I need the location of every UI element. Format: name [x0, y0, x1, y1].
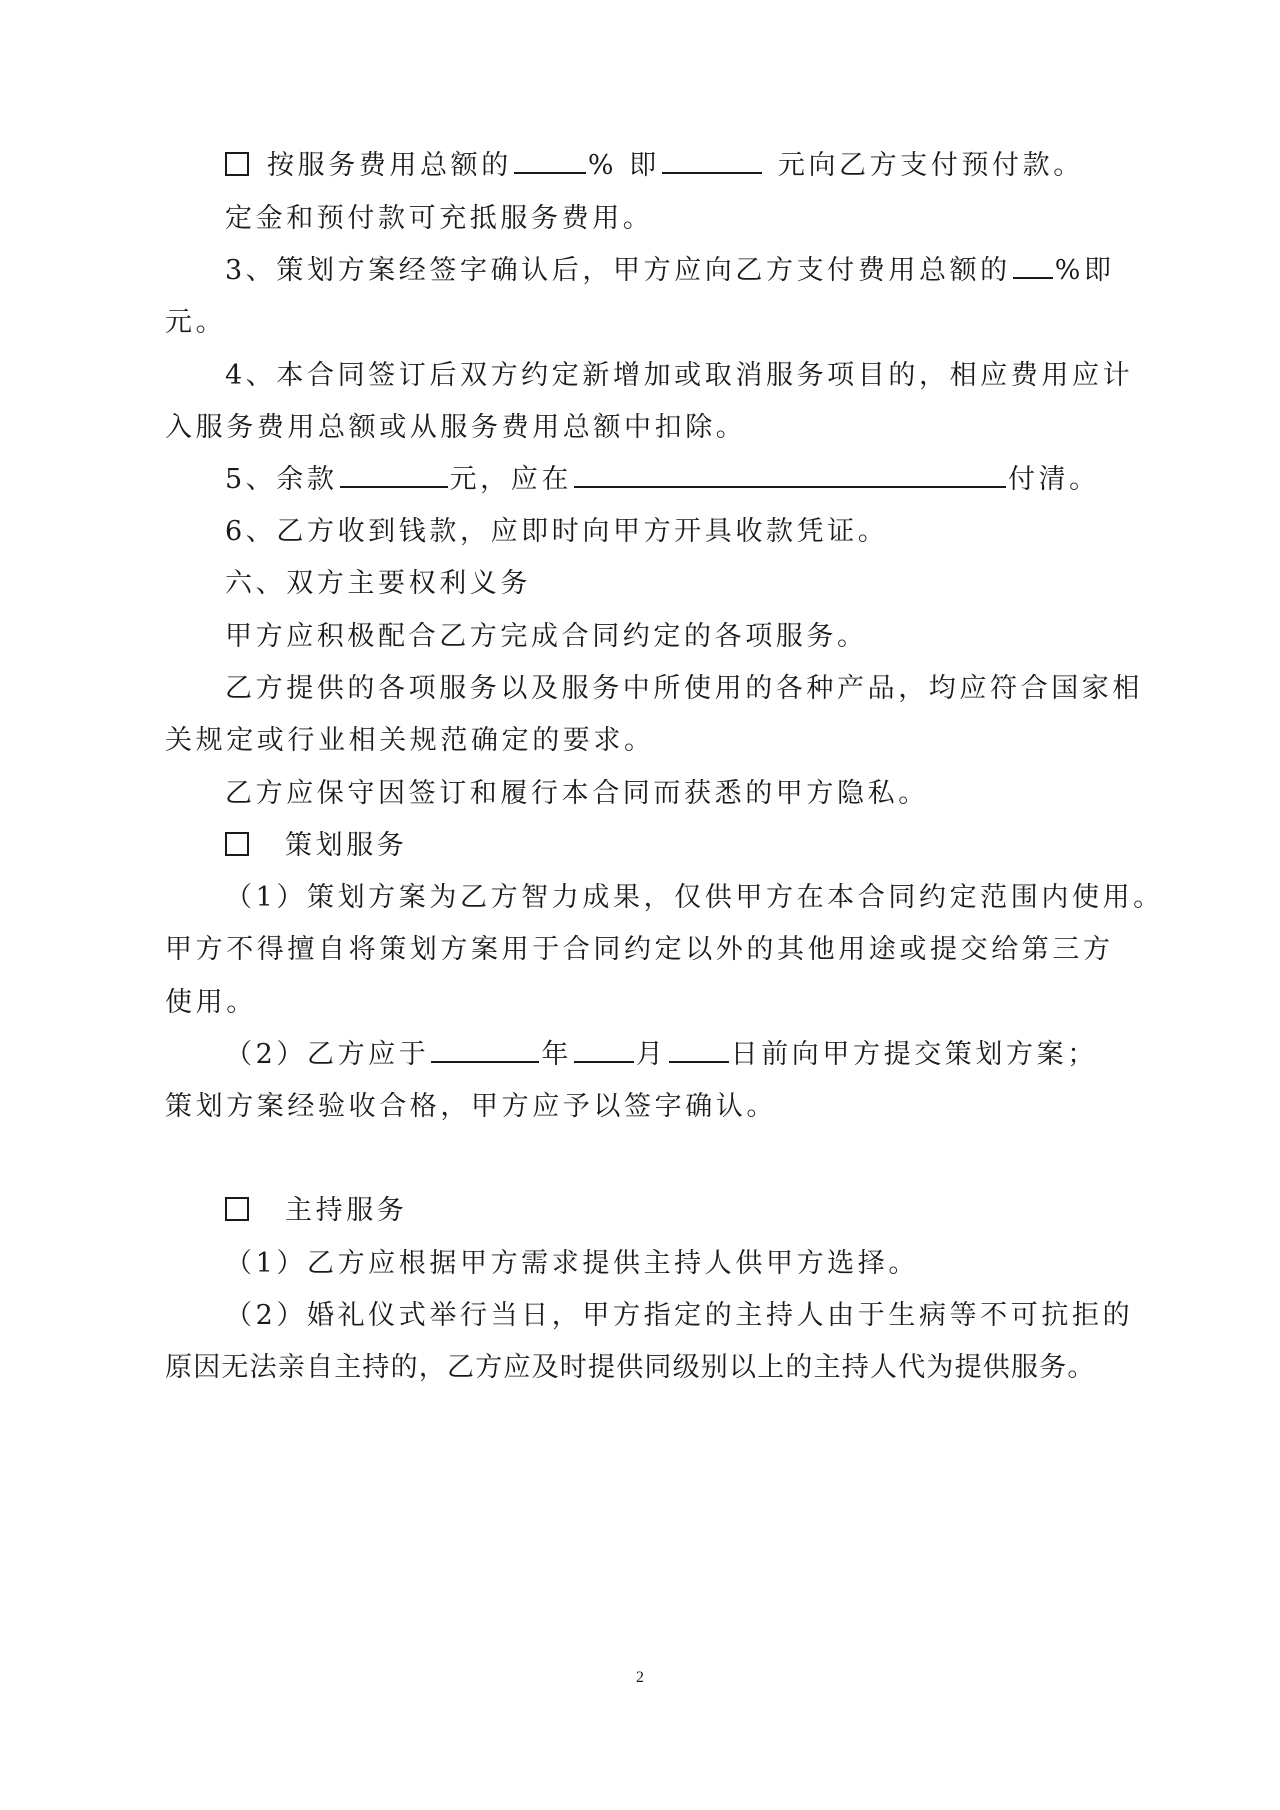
paragraph-line: （1）策划方案为乙方智力成果，仅供甲方在本合同约定范围内使用。 — [225, 882, 1164, 913]
checkbox-icon[interactable] — [225, 1197, 249, 1221]
payment-date-blank — [574, 460, 1006, 488]
checkbox-icon[interactable] — [225, 832, 249, 856]
paragraph-line: （2）婚礼仪式举行当日，甲方指定的主持人由于生病等不可抗拒的 — [225, 1300, 1134, 1331]
paragraph-line: （1）乙方应根据甲方需求提供主持人供甲方选择。 — [225, 1248, 919, 1279]
paragraph-line: 关规定或行业相关规范确定的要求。 — [165, 725, 655, 756]
month-blank — [574, 1035, 634, 1063]
host-service-option: 主持服务 — [225, 1191, 1125, 1231]
balance-amount-blank — [340, 460, 448, 488]
percent-blank — [1013, 251, 1053, 279]
year-blank — [431, 1035, 539, 1063]
paragraph-line: 甲方应积极配合乙方完成合同约定的各项服务。 — [225, 621, 868, 652]
paragraph-line: 乙方提供的各项服务以及服务中所使用的各种产品，均应符合国家相 — [225, 673, 1143, 704]
paragraph-line: 元。 — [165, 307, 227, 338]
paragraph-line: 策划方案经验收合格，甲方应予以签字确认。 — [165, 1091, 777, 1122]
planning-service-option: 策划服务 — [225, 826, 1125, 866]
clause-6-line: 6、乙方收到钱款，应即时向甲方开具收款凭证。 — [225, 516, 889, 547]
paragraph-line: 使用。 — [165, 987, 257, 1018]
section-heading: 六、双方主要权利义务 — [225, 568, 531, 599]
checkbox-icon[interactable] — [225, 152, 249, 176]
paragraph-line: 原因无法亲自主持的，乙方应及时提供同级别以上的主持人代为提供服务。 — [165, 1352, 1096, 1383]
plan-deadline-line: （2）乙方应于 年 月 日前向甲方提交策划方案； — [225, 1035, 1125, 1075]
prepayment-option-line: 按服务费用总额的 % 即 元向乙方支付预付款。 — [225, 146, 1125, 186]
clause-3-line: 3、策划方案经签字确认后，甲方应向乙方支付费用总额的 %即 — [225, 251, 1125, 291]
page-number: 2 — [636, 1669, 644, 1686]
paragraph-line: 定金和预付款可充抵服务费用。 — [225, 203, 654, 234]
paragraph-line: 乙方应保守因签订和履行本合同而获悉的甲方隐私。 — [225, 778, 929, 809]
clause-4-line: 4、本合同签订后双方约定新增加或取消服务项目的，相应费用应计 — [225, 360, 1134, 391]
paragraph-line: 甲方不得擅自将策划方案用于合同约定以外的其他用途或提交给第三方 — [165, 934, 1114, 965]
paragraph-line: 入服务费用总额或从服务费用总额中扣除。 — [165, 412, 747, 443]
amount-blank — [662, 146, 762, 174]
day-blank — [669, 1035, 729, 1063]
clause-5-line: 5、余款 元，应在 付清。 — [225, 460, 1125, 500]
percent-blank — [514, 146, 586, 174]
